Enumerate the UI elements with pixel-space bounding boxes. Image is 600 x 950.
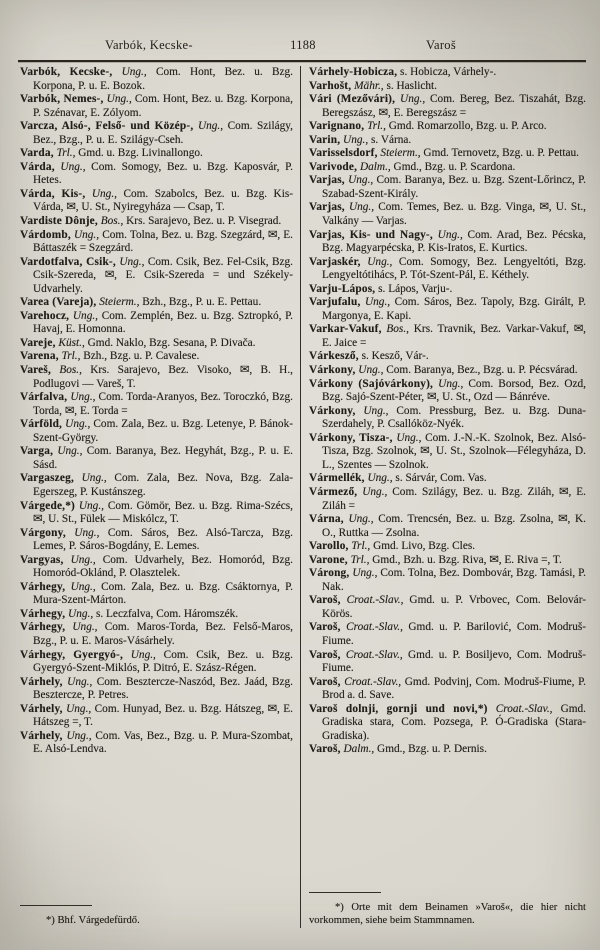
entry-headword: Várhegy, (20, 607, 66, 620)
entry-details: Com. Baranya, Bez., Bzg. u. P. Pécsvárad. (383, 364, 578, 377)
text-column-right (309, 66, 586, 928)
entry-headword: Várkesző, (309, 350, 359, 363)
entry-details: Com. Arad, Bez. Pécska, Bzg. Magyarpécska, P. Kis-Iratos, E. Kurtics. (322, 228, 586, 255)
entry-headword: Várkony, Tisza-, (309, 431, 393, 444)
entry-headword: Várkony, (309, 404, 356, 417)
entry-region-abbreviation: Ung., (103, 93, 132, 106)
entry-region-abbreviation: Ung., (54, 160, 86, 173)
page-number: 1188 (290, 38, 316, 52)
gazetteer-entry (20, 676, 293, 703)
gazetteer-entry (20, 350, 293, 364)
entry-region-abbreviation: Dalm., (340, 743, 375, 756)
entry-region-abbreviation: Ung., (62, 729, 92, 742)
entry-headword: Varjas, Kis- und Nagy-, (309, 228, 433, 241)
entry-region-abbreviation: Ung., (344, 201, 375, 214)
entry-details: Com. Pressburg, Bez. u. Bzg. Duna-Szerdahely, P. Csallóköz-Nyék. (322, 404, 586, 431)
entry-headword: Vardotfalva, Csik-, (20, 255, 116, 268)
entry-headword: Varisselsdorf, (309, 147, 378, 160)
entry-headword: Varin, (309, 133, 341, 146)
entry-details: Com. Hont, Bez. u. Bzg. Korpona, P. Szénavar, E. Zólyom. (33, 93, 293, 119)
entry-headword: Varehocz, (20, 309, 70, 322)
entry-region-abbreviation: Ung., (70, 228, 100, 241)
running-head-right-keyword: Varoš (426, 38, 456, 52)
entry-region-abbreviation: Ung., (349, 567, 378, 580)
entry-region-abbreviation: Trl., (364, 120, 386, 133)
gazetteer-entry (20, 161, 293, 188)
entry-details: s. Haslicht. (383, 79, 437, 92)
gazetteer-entry (20, 418, 293, 445)
entry-region-abbreviation: Steierm., (96, 296, 140, 309)
entry-details: Com. Sáros, Bez. Alsó-Tarcza, Bzg. Lemes, P. Sáros-Bogdány, E. Lemes. (33, 526, 293, 553)
gazetteer-entry (20, 296, 293, 310)
entry-headword: Várna, (309, 513, 344, 526)
entry-region-abbreviation: Trl., (348, 540, 371, 553)
entry-headword: Varone, (309, 553, 348, 566)
entry-headword: Varoš, (309, 675, 341, 688)
entry-details: Com. Baranya, Bez. u. Bzg. Szent-Lőrincz, P. Szabad-Szent-Király. (322, 174, 586, 200)
footnote-text: *) Bhf. Várgedefürdő. (46, 915, 140, 927)
entry-details: Gmd. Livo, Bzg. Cles. (370, 540, 476, 553)
entry-region-abbreviation: Ung., (360, 255, 393, 268)
gazetteer-entry (309, 161, 586, 175)
entry-region-abbreviation: Bos., (381, 323, 409, 336)
entry-details: Com. Tolna, Bez. Dombovár, Bzg. Tamási, P. Nak. (322, 567, 586, 593)
entry-headword: Varjufalu, (309, 296, 361, 309)
entry-region-abbreviation: Trl., (53, 147, 76, 160)
entry-region-abbreviation: Ung., (344, 174, 374, 187)
entry-region-abbreviation: Ung., (355, 364, 384, 377)
entry-headword: Varoš, (309, 743, 341, 756)
entry-details: Gmd., Bzg. u. P. Dernis. (374, 743, 487, 756)
gazetteer-entry (20, 364, 293, 391)
entry-details: Krs. Travnik, Bez. Varkar-Vakuf, ✉, E. Jaice = (322, 323, 586, 349)
entry-headword: Várda, Kis-, (20, 187, 86, 200)
entry-headword: Vargaszeg, (20, 472, 74, 485)
entry-details: Com. Temes, Bez. u. Bzg. Vinga, ✉, U. St., Valkány — Varjas. (322, 201, 586, 228)
entry-region-abbreviation: Ung., (73, 472, 107, 485)
entry-headword: Varju-Lápos, (309, 282, 376, 295)
running-head (20, 38, 586, 56)
gazetteer-entry (309, 554, 586, 568)
gazetteer-entry (20, 500, 293, 527)
gazetteer-entry (20, 256, 293, 297)
entry-region-abbreviation: Ung., (53, 445, 83, 458)
entry-region-abbreviation: Ung., (69, 309, 98, 322)
entry-headword: Vardiste Dônje, (20, 215, 98, 228)
gazetteer-entry (309, 676, 586, 703)
entry-headword: Várhegy, (20, 621, 66, 634)
gazetteer-entry (20, 188, 293, 215)
gazetteer-entry (20, 608, 293, 622)
entry-headword: Varignano, (309, 120, 365, 133)
running-head-left-keyword: Varbók, Kecske- (105, 38, 193, 52)
entry-list-right (309, 66, 586, 757)
gazetteer-entry (20, 147, 293, 161)
entry-region-abbreviation: Ung., (433, 377, 464, 390)
entry-headword: Várföld, (20, 418, 63, 431)
entry-details: Gmd. u. P. Barilović, Com. Modruš-Fiume. (322, 621, 586, 647)
entry-headword: Várda, (20, 160, 55, 173)
gazetteer-entry (20, 229, 293, 256)
gazetteer-entry (20, 215, 293, 229)
gazetteer-entry (309, 147, 586, 161)
entry-details: Gmd. Romarzollo, Bzg. u. P. Arco. (385, 120, 547, 133)
gazetteer-entry (309, 567, 586, 594)
entry-details: Krs. Sarajevo, Bez. u. P. Visegrad. (123, 215, 282, 228)
entry-details: s. Hobicza, Várhely-. (397, 66, 497, 78)
entry-details: s. Sárvár, Com. Vas. (392, 472, 487, 485)
entry-headword: Várhely-Hobicza, (309, 66, 398, 78)
entry-headword: Vármező, (309, 485, 358, 498)
gazetteer-entry (309, 486, 586, 513)
entry-details: Com. J.-N.-K. Szolnok, Bez. Alsó-Tisza, Bzg. Szolnok, ✉, U. St., Szolnok—Félegyháza, D. L., Szentes — Szolnok. (322, 431, 586, 471)
gazetteer-entry (309, 649, 586, 676)
footnote-block-left (20, 903, 293, 928)
entry-details: Gmd., Bzg. u. P. Scardona. (390, 160, 516, 173)
text-column-left (20, 66, 293, 928)
gazetteer-entry (309, 540, 586, 554)
entry-headword: Vareje, (20, 336, 56, 349)
entry-details: Com. Borsod, Bez. Ozd, Bzg. Sajó-Szent-Péter, ✉, U. St., Ozd — Bánréve. (322, 377, 586, 404)
entry-details: Com. Csik, Bez. u. Bzg. Gyergyó-Szent-Miklós, P. Ditró, E. Szász-Régen. (33, 648, 293, 675)
entry-region-abbreviation: Bos., (51, 364, 82, 377)
entry-details: Com. Szabolcs, Bez. u. Bzg. Kis-Várda, ✉, U. St., Nyiregyháza — Csap, T. (33, 187, 293, 214)
entry-headword: Vári (Mezővári), (309, 93, 396, 106)
entry-headword: Várong, (309, 567, 350, 580)
entry-details: Com. Somogy, Bez. Lengyeltóti, Bzg. Lengyeltótihács, P. Tót-Szent-Pál, E. Kéthely. (322, 255, 587, 282)
entry-region-abbreviation: Croat.-Slav., (340, 675, 402, 688)
entry-details: Com. Sáros, Bez. Tapoly, Bzg. Girált, P. Margonya, E. Kapi. (322, 296, 586, 322)
entry-region-abbreviation: Ung., (392, 431, 422, 444)
gazetteer-entry (309, 296, 586, 323)
entry-details: Gmd. u. P. Bosiljevo, Com. Modruš-Fiume. (322, 648, 586, 675)
gazetteer-entry (309, 256, 586, 283)
entry-details: Gmd. u. Bzg. Livinallongo. (75, 147, 203, 160)
entry-region-abbreviation: Trl., (347, 553, 370, 566)
entry-details: Com. Hont, Bez. u. Bzg. Korpona, P. u. E. Bozok. (33, 66, 293, 92)
gazetteer-entry (309, 80, 586, 94)
entry-details: Com. Baranya, Bez. Hegyhát, Bzg., P. u. E. Sásd. (33, 445, 293, 471)
entry-details: Com. Zemplén, Bez. u. Bzg. Sztropkó, P. Havaj, E. Homonna. (33, 309, 293, 336)
gazetteer-entry (20, 472, 293, 499)
entry-details: Gmd. u. P. Vrbovec, Com. Belovár-Körös. (322, 594, 586, 620)
gazetteer-entry (20, 581, 293, 608)
gazetteer-entry (309, 703, 586, 744)
gazetteer-entry (20, 66, 293, 93)
entry-details: Gmd. Naklo, Bzg. Sesana, P. Divača. (84, 336, 256, 349)
gazetteer-entry (309, 743, 586, 757)
gazetteer-entry (309, 594, 586, 621)
entry-region-abbreviation: Ung., (62, 675, 93, 688)
entry-region-abbreviation: Ung., (357, 485, 388, 498)
entry-headword: Varjaskér, (309, 255, 361, 268)
entry-details: Com. Maros-Torda, Bez. Felső-Maros, Bzg., P. u. E. Maros-Vásárhely. (33, 621, 293, 647)
entry-region-abbreviation: Ung., (360, 296, 391, 309)
entry-headword: Varcza, Alsó-, Felső- und Közép-, (20, 120, 194, 133)
entry-region-abbreviation: Steierm., (377, 147, 421, 160)
entry-region-abbreviation: Ung., (112, 66, 147, 78)
entry-details: s. Kesző, Vár-. (358, 350, 429, 363)
entry-headword: Varbók, Kecske-, (20, 66, 113, 78)
gazetteer-entry (309, 472, 586, 486)
footnote-rule (20, 905, 92, 906)
entry-headword: Varjas, (309, 201, 345, 214)
entry-headword: Várhely, (20, 702, 63, 715)
gazetteer-entry (20, 445, 293, 472)
gazetteer-entry (309, 513, 586, 540)
entry-region-abbreviation: Dalm., (357, 160, 391, 173)
entry-region-abbreviation: Mähr., (351, 79, 384, 92)
entry-region-abbreviation: Trl., (58, 350, 81, 363)
entry-region-abbreviation: Ung., (65, 621, 98, 634)
gazetteer-entry (309, 405, 586, 432)
entry-headword: Vargyas, (20, 553, 64, 566)
entry-headword: Várgony, (20, 526, 66, 539)
entry-region-abbreviation: Ung., (432, 228, 463, 241)
gazetteer-entry (20, 120, 293, 147)
entry-region-abbreviation: Ung., (65, 580, 96, 593)
gazetteer-entry (309, 174, 586, 201)
gazetteer-entry (20, 93, 293, 120)
entry-region-abbreviation: Ung., (115, 255, 145, 268)
gazetteer-entry (20, 527, 293, 554)
entry-list-left (20, 66, 293, 757)
entry-details: s. Lápos, Varju-. (375, 282, 453, 295)
gazetteer-entry (20, 649, 293, 676)
gazetteer-entry (20, 391, 293, 418)
gazetteer-entry (309, 201, 586, 228)
gazetteer-entry (20, 703, 293, 730)
gazetteer-entry (20, 554, 293, 581)
gazetteer-entry (20, 310, 293, 337)
gazetteer-entry (309, 350, 586, 364)
entry-headword: Várgede,*) (20, 499, 76, 512)
footnote-rule (309, 892, 381, 893)
entry-region-abbreviation: Ung., (343, 513, 374, 526)
entry-region-abbreviation: Bos., (97, 215, 124, 228)
entry-region-abbreviation: Croat.-Slav., (340, 621, 403, 634)
entry-headword: Varoš, (309, 621, 341, 634)
entry-details: Com. Szilágy, Bez. u. Bzg. Ziláh, ✉, E. Ziláh = (322, 485, 586, 512)
entry-details: Com. Zala, Bez. Nova, Bzg. Zala-Egerszeg, P. Kustánszeg. (33, 472, 293, 498)
entry-details: Gmd. Gradiska stara, Com. Pozsega, P. Ó-Gradiska (Stara-Gradiska). (322, 702, 586, 742)
gazetteer-entry (20, 337, 293, 351)
entry-region-abbreviation: Ung., (67, 391, 96, 404)
entry-region-abbreviation: Ung., (65, 607, 94, 620)
entry-details: Com. Vas, Bez., Bzg. u. P. Mura-Szombat, E. Alsó-Lendva. (33, 729, 293, 756)
entry-region-abbreviation: Ung., (75, 499, 104, 512)
gazetteer-entry (309, 120, 586, 134)
entry-details: Com. Besztercze-Naszód, Bez. Jaád, Bzg. Besztercze, P. Petres. (33, 675, 293, 702)
entry-details: Com. Hunyad, Bez. u. Bzg. Hátszeg, ✉, E. Hátszeg =, T. (33, 702, 293, 729)
entry-headword: Várkony, (309, 364, 356, 377)
entry-headword: Varbók, Nemes-, (20, 93, 104, 106)
entry-details: Com. Gömör, Bez. u. Bzg. Rima-Szécs, ✉, U. St., Fülek — Miskólcz, T. (33, 499, 293, 526)
entry-details: Com. Bereg, Bez. Tiszahát, Bzg. Beregszász, ✉, E. Beregszász = (322, 93, 586, 119)
entry-headword: Varena, (20, 350, 59, 363)
entry-region-abbreviation: Ung., (85, 187, 117, 200)
entry-headword: Varhošt, (309, 79, 352, 92)
entry-headword: Várfalva, (20, 391, 68, 404)
gazetteer-entry (309, 283, 586, 297)
entry-region-abbreviation: Ung., (123, 648, 156, 661)
entry-region-abbreviation: Croat.-Slav., (340, 648, 403, 661)
gazetteer-entry (309, 229, 586, 256)
entry-region-abbreviation: Küst., (55, 336, 85, 349)
entry-headword: Varda, (20, 147, 54, 160)
entry-headword: Várhely, (20, 729, 63, 742)
gazetteer-entry (20, 621, 293, 648)
entry-region-abbreviation: Ung., (355, 404, 389, 417)
entry-headword: Várkony (Sajóvárkony), (309, 377, 434, 390)
entry-headword: Varoš, (309, 594, 341, 607)
entry-headword: Várhegy, Gyergyó-, (20, 648, 123, 661)
entry-headword: Varea (Vareja), (20, 296, 97, 309)
entry-details: s. Várna. (368, 133, 412, 146)
gazetteer-entry (309, 621, 586, 648)
column-divider-rule (300, 66, 301, 928)
entry-region-abbreviation: Ung., (65, 526, 100, 539)
entry-region-abbreviation: Ung., (193, 120, 224, 133)
entry-details: Com. Szilágy, Bez., Bzg., P. u. E. Szilágy-Cseh. (33, 120, 293, 146)
entry-details: s. Leczfalva, Com. Háromszék. (93, 607, 239, 620)
entry-headword: Varivode, (309, 160, 358, 173)
entry-details: Com. Zala, Bez. u. Bzg. Letenye, P. Bánok-Szent-György. (33, 418, 293, 444)
entry-headword: Varjas, (309, 174, 345, 187)
entry-details: Com. Udvarhely, Bez. Homoród, Bzg. Homoród-Oklánd, P. Olasztelek. (33, 553, 293, 580)
entry-headword: Varkar-Vakuf, (309, 323, 382, 336)
gazetteer-entry (309, 93, 586, 120)
entry-headword: Várdomb, (20, 228, 71, 241)
gazetteer-entry (309, 378, 586, 405)
entry-headword: Varga, (20, 445, 54, 458)
entry-region-abbreviation: Ung., (364, 472, 393, 485)
entry-region-abbreviation: Ung., (340, 133, 369, 146)
footnote-text: *) Orte mit dem Beinamen »Varoš«, die hier nicht vorkommen, siehe beim Stammnamen. (309, 902, 586, 927)
entry-details: Gmd. Ternovetz, Bzg. u. P. Pettau. (420, 147, 579, 160)
entry-details: Bzh., Bzg. u. P. Cavalese. (80, 350, 200, 363)
entry-details: Bzh., Bzg., P. u. E. Pettau. (139, 296, 262, 309)
entry-region-abbreviation: Ung., (63, 553, 96, 566)
entry-details: Com. Trencsén, Bez. u. Bzg. Zsolna, ✉, K. O., Ruttka — Zsolna. (322, 513, 587, 539)
entry-region-abbreviation: Croat.-Slav., (340, 594, 404, 607)
gazetteer-entry (309, 66, 586, 80)
footnote-block-right (309, 890, 586, 928)
gazetteer-entry (309, 134, 586, 148)
header-rule (18, 60, 586, 62)
entry-details: Com. Tolna, Bez. u. Bzg. Szegzárd, ✉, E. Báttaszék = Szegzárd. (33, 228, 293, 255)
entry-region-abbreviation: Ung., (395, 93, 426, 106)
entry-region-abbreviation: Ung., (62, 702, 92, 715)
entry-details: Krs. Sarajevo, Bez. Visoko, ✉, B. H., Podlugovi — Vareš, T. (33, 364, 293, 390)
gazetteer-entry (309, 364, 586, 378)
entry-headword: Vármellék, (309, 472, 365, 485)
entry-headword: Varoš dolnji, gornji und novi,*) (309, 702, 488, 715)
gazetteer-entry (309, 432, 586, 473)
entry-details: Com. Zala, Bez. u. Bzg. Csáktornya, P. Mura-Szent-Márton. (33, 580, 293, 607)
entry-region-abbreviation: Ung., (62, 418, 91, 431)
entry-headword: Varoš, (309, 648, 341, 661)
entry-details: Gmd. Podvinj, Com. Modruš-Fiume, P. Brod a. d. Save. (322, 675, 586, 702)
entry-headword: Varollo, (309, 540, 349, 553)
entry-details: Com. Torda-Aranyos, Bez. Toroczkó, Bzg. Torda, ✉, E. Torda = (33, 391, 293, 417)
gazetteer-entry (20, 730, 293, 757)
gazetteer-entry (309, 323, 586, 350)
entry-details: Com. Csik, Bez. Fel-Csik, Bzg. Csik-Szereda, ✉, E. Csik-Szereda = und Székely-Udvarhely. (33, 255, 293, 295)
entry-details: Com. Somogy, Bez. u. Bzg. Kaposvár, P. Hetes. (33, 160, 293, 187)
entry-region-abbreviation: Croat.-Slav., (487, 702, 553, 715)
entry-headword: Várhegy, (20, 580, 66, 593)
entry-details: Gmd., Bzh. u. Bzg. Riva, ✉, E. Riva =, T. (369, 553, 562, 566)
entry-headword: Vareš, (20, 364, 52, 377)
entry-headword: Várhely, (20, 675, 63, 688)
